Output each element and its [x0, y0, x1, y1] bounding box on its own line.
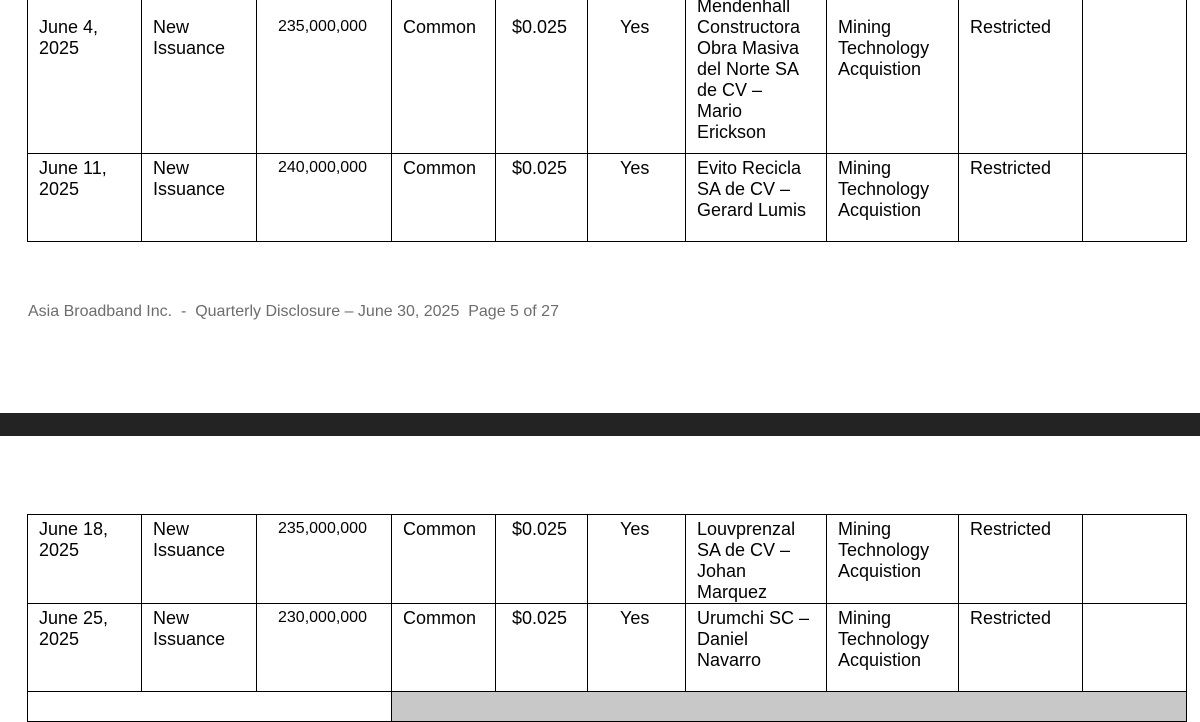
- restriction-cell: Restricted: [959, 154, 1083, 242]
- table-row: [28, 0, 1187, 154]
- page-footer: Asia Broadband Inc. - Quarterly Disclosure – June 30, 2025 Page 5 of 27: [28, 303, 559, 320]
- table-row: [28, 692, 1187, 722]
- class-cell: Common: [392, 154, 496, 242]
- exemption-cell: [1083, 154, 1187, 242]
- price-cell: $0.025: [496, 604, 588, 692]
- shaded-cell: [392, 692, 1187, 722]
- restriction-cell: Restricted: [959, 604, 1083, 692]
- date-cell: June 25, 2025: [28, 604, 142, 692]
- class-cell: Common: [392, 515, 496, 604]
- recipient-cell: Evito Recicla SA de CV – Gerard Lumis: [686, 154, 827, 242]
- transaction-type-cell: New Issuance: [142, 154, 257, 242]
- exemption-cell: [1083, 0, 1187, 154]
- transaction-type-cell: New Issuance: [142, 0, 257, 154]
- restriction-cell: Restricted: [959, 515, 1083, 604]
- recipient-cell: Urumchi SC – Daniel Navarro: [686, 604, 827, 692]
- reason-cell: Mining Technology Acquistion: [827, 604, 959, 692]
- shares-cell: 240,000,000: [257, 154, 392, 242]
- class-cell: Common: [392, 604, 496, 692]
- reason-cell: Mining Technology Acquistion: [827, 0, 959, 154]
- price-cell: $0.025: [496, 515, 588, 604]
- date-cell: June 11, 2025: [28, 154, 142, 242]
- shares-cell: 235,000,000: [257, 0, 392, 154]
- recipient-cell: Louvprenzal SA de CV – Johan Marquez: [686, 515, 827, 604]
- issuance-table-page5: [27, 0, 1187, 242]
- date-cell: June 4, 2025: [28, 0, 142, 154]
- reason-cell: Mining Technology Acquistion: [827, 515, 959, 604]
- discount-cell: Yes: [588, 0, 686, 154]
- exemption-cell: [1083, 604, 1187, 692]
- price-cell: $0.025: [496, 0, 588, 154]
- table-row: [28, 604, 1187, 692]
- recipient-cell: Mendenhall Constructora Obra Masiva del Norte SA de CV – Mario Erickson: [686, 0, 827, 154]
- discount-cell: Yes: [588, 515, 686, 604]
- shares-cell: 230,000,000: [257, 604, 392, 692]
- table-row: [28, 515, 1187, 604]
- transaction-type-cell: New Issuance: [142, 604, 257, 692]
- issuance-table-page6: [27, 514, 1187, 722]
- date-cell: June 18, 2025: [28, 515, 142, 604]
- price-cell: $0.025: [496, 154, 588, 242]
- reason-cell: Mining Technology Acquistion: [827, 154, 959, 242]
- discount-cell: Yes: [588, 154, 686, 242]
- shares-cell: 235,000,000: [257, 515, 392, 604]
- empty-cell: [28, 692, 392, 722]
- exemption-cell: [1083, 515, 1187, 604]
- transaction-type-cell: New Issuance: [142, 515, 257, 604]
- discount-cell: Yes: [588, 604, 686, 692]
- page-divider: [0, 413, 1200, 436]
- table-row: [28, 154, 1187, 242]
- restriction-cell: Restricted: [959, 0, 1083, 154]
- class-cell: Common: [392, 0, 496, 154]
